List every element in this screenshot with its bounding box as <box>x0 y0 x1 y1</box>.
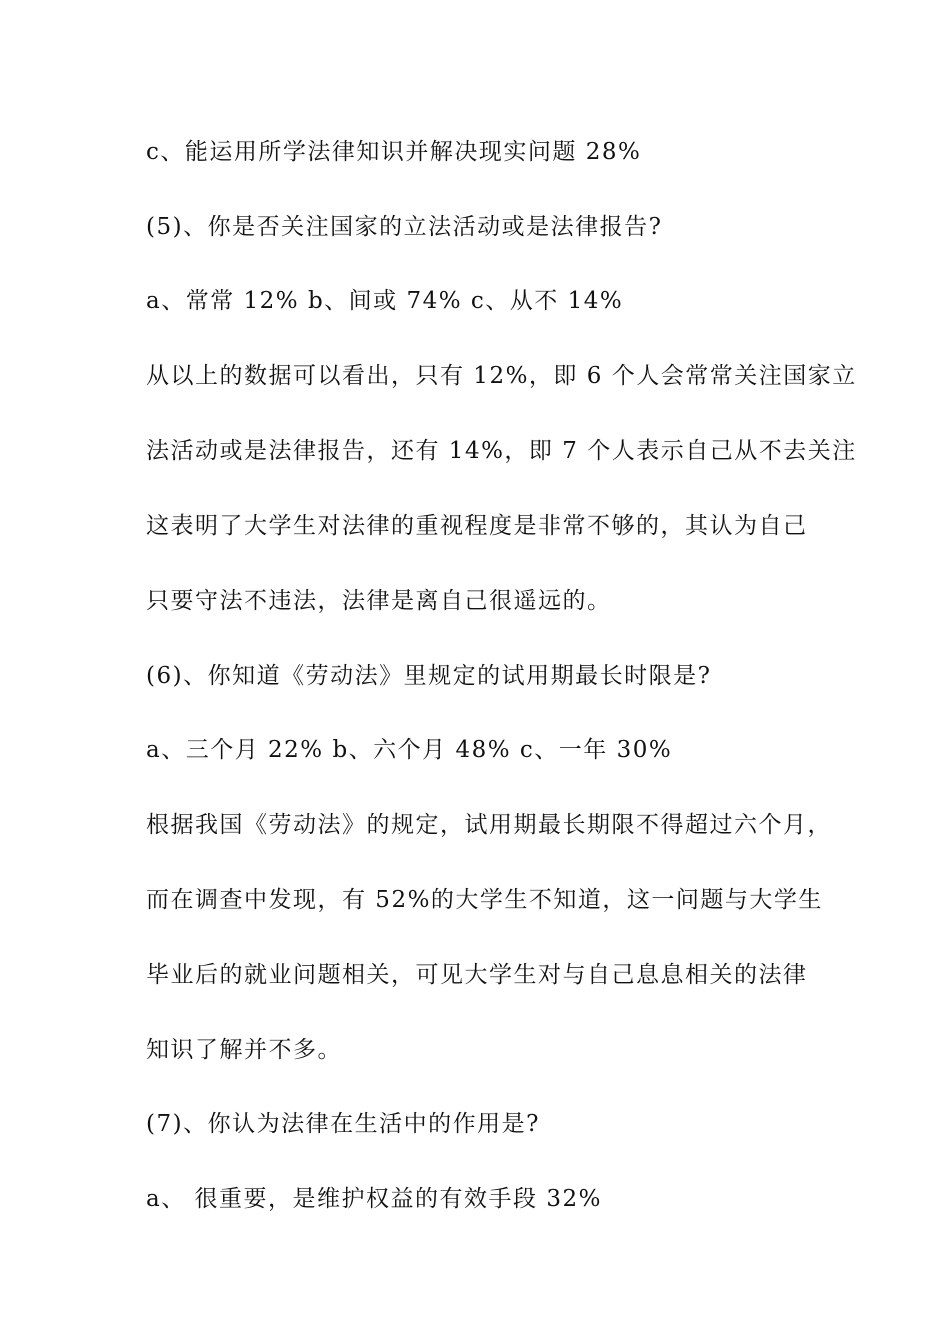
paragraph-line: 只要守法不违法，法律是离自己很遥远的。 <box>146 588 612 614</box>
paragraph-line: 这表明了大学生对法律的重视程度是非常不够的，其认为自己 <box>146 513 808 539</box>
paragraph-line: 从以上的数据可以看出，只有 12%，即 6 个人会常常关注国家立 <box>146 363 857 389</box>
paragraph-line: 法活动或是法律报告，还有 14%，即 7 个人表示自己从不去关注 <box>146 438 857 464</box>
paragraph-line: 知识了解并不多。 <box>146 1037 342 1063</box>
question-7: (7)、你认为法律在生活中的作用是? <box>146 1111 540 1137</box>
question-5: (5)、你是否关注国家的立法活动或是法律报告? <box>146 214 663 240</box>
answer-options: a、常常 12% b、间或 74% c、从不 14% <box>146 288 624 314</box>
paragraph-line: 根据我国《劳动法》的规定，试用期最长期限不得超过六个月， <box>146 812 832 838</box>
question-6: (6)、你知道《劳动法》里规定的试用期最长时限是? <box>146 663 712 689</box>
answer-line: c、能运用所学法律知识并解决现实问题 28% <box>146 139 642 165</box>
answer-options: a、三个月 22% b、六个月 48% c、一年 30% <box>146 737 673 763</box>
paragraph-line: 而在调查中发现，有 52%的大学生不知道，这一问题与大学生 <box>146 887 823 913</box>
paragraph-line: 毕业后的就业问题相关，可见大学生对与自己息息相关的法律 <box>146 962 808 988</box>
answer-line: a、 很重要，是维护权益的有效手段 32% <box>146 1186 602 1212</box>
